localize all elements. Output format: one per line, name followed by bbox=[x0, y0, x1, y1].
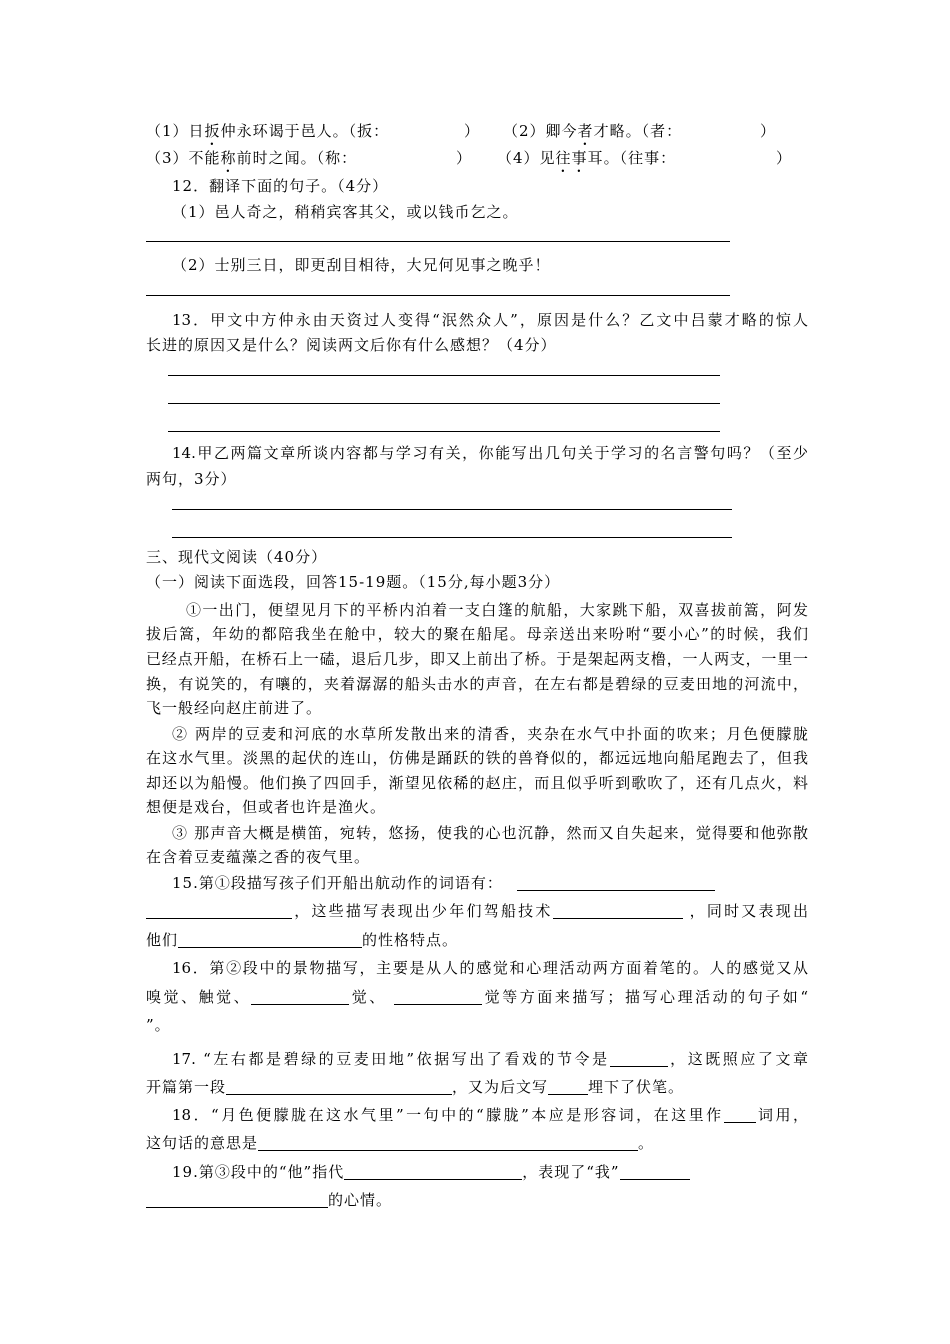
fill-blank bbox=[178, 932, 362, 948]
vocab-item-text: 仲永环谒于邑人。（扳： bbox=[220, 122, 390, 140]
passage-line: ③ 那声音大概是横笛，宛转，悠扬，使我的心也沉静，然而又自失起来，觉得要和他弥散 bbox=[172, 824, 808, 842]
vocab-item-3 bbox=[146, 148, 357, 176]
fill-blank bbox=[146, 903, 292, 919]
passage-line: 在这水气里。淡黑的起伏的连山，仿佛是踊跃的铁的兽脊似的，都远远地向船尾跑去了，但我 bbox=[146, 749, 808, 767]
question-text: 埋下了伏笔。 bbox=[588, 1078, 685, 1096]
vocab-row-1 bbox=[0, 121, 950, 141]
question-14-line-2: 两句，3分） bbox=[146, 470, 237, 488]
vocab-close-paren: ） bbox=[776, 149, 793, 167]
vocab-close-paren: ） bbox=[760, 122, 777, 140]
fill-blank bbox=[724, 1107, 756, 1123]
answer-line bbox=[146, 295, 730, 296]
question-text: 嗅觉、触觉、 bbox=[146, 988, 252, 1006]
fill-blank bbox=[548, 1079, 588, 1095]
question-text: 觉、 bbox=[349, 988, 395, 1006]
answer-line bbox=[172, 537, 732, 538]
fill-blank bbox=[226, 1079, 452, 1095]
answer-line bbox=[168, 431, 720, 432]
question-text: ，同时又表现出 bbox=[682, 902, 808, 920]
question-text: 的性格特点。 bbox=[362, 931, 459, 949]
fill-blank bbox=[620, 1164, 690, 1180]
vocab-item-text: （2）卿今 bbox=[503, 122, 578, 140]
vocab-row-2 bbox=[0, 148, 950, 168]
question-12-sentence-2: （2）士别三日，即更刮目相待，大兄何见事之晚乎！ bbox=[172, 256, 551, 274]
question-17-line-2 bbox=[146, 1077, 684, 1097]
question-19-line-2 bbox=[146, 1190, 392, 1210]
question-text: 的心情。 bbox=[328, 1191, 393, 1209]
question-15-line-1 bbox=[172, 873, 715, 893]
question-text: 。 bbox=[638, 1134, 655, 1152]
question-19-line-1 bbox=[172, 1162, 690, 1182]
vocab-item-text: （4）见 bbox=[497, 149, 556, 167]
question-text: 开篇第一段 bbox=[146, 1078, 227, 1096]
question-text: 18．“月色便朦胧在这水气里”一句中的“朦胧”本应是形容词，在这里作 bbox=[172, 1106, 724, 1124]
vocab-emphasized-char: 称 bbox=[220, 149, 237, 167]
vocab-item-1 bbox=[146, 121, 389, 149]
question-14-line-1: 14.甲乙两篇文章所谈内容都与学习有关，你能写出几句关于学习的名言警句吗？（至少 bbox=[172, 444, 808, 462]
question-17-line-1 bbox=[172, 1049, 808, 1069]
question-12-sentence-1: （1）邑人奇之，稍稍宾客其父，或以钱币乞之。 bbox=[172, 203, 519, 221]
question-18-line-1 bbox=[172, 1105, 808, 1125]
question-text: 这句话的意思是 bbox=[146, 1134, 259, 1152]
passage-line: 拔后篙，年幼的都陪我坐在舱中，较大的聚在船尾。母亲送出来吩咐“要小心”的时候，我们 bbox=[146, 625, 808, 643]
question-12-stem: 12．翻译下面的句子。（4分） bbox=[172, 177, 389, 195]
question-text: ，这既照应了文章 bbox=[667, 1050, 808, 1068]
fill-blank bbox=[553, 903, 683, 919]
vocab-emphasized-char: 扳 bbox=[204, 122, 221, 140]
answer-line bbox=[146, 241, 730, 242]
question-text: ，又为后文写 bbox=[452, 1078, 549, 1096]
vocab-item-text: 耳。（往事： bbox=[587, 149, 677, 167]
question-text: 他们 bbox=[146, 931, 179, 949]
vocab-item-text: 才略。（者： bbox=[593, 122, 683, 140]
vocab-item-2 bbox=[503, 121, 682, 149]
passage-line: 已经点开船，在桥石上一磕，退后几步，即又上前出了桥。于是架起两支橹，一人两支，一里一 bbox=[146, 650, 808, 668]
fill-blank bbox=[146, 1192, 328, 1208]
section-title: 三、现代文阅读（40分） bbox=[146, 548, 328, 566]
vocab-item-text: 前时之闻。（称： bbox=[236, 149, 358, 167]
passage-line: 飞一般经向赵庄前进了。 bbox=[146, 699, 323, 717]
section-subtitle: （一）阅读下面选段，回答15-19题。（15分,每小题3分） bbox=[146, 573, 561, 591]
question-text: 17. “左右都是碧绿的豆麦田地”依据写出了看戏的节令是 bbox=[172, 1050, 610, 1068]
passage-line: 在含着豆麦蕴藻之香的夜气里。 bbox=[146, 848, 371, 866]
passage-line: 换，有说笑的，有嚷的，夹着潺潺的船头击水的声音，在左右都是碧绿的豆麦田地的河流中， bbox=[146, 675, 808, 693]
question-text: 19.第③段中的“他”指代 bbox=[172, 1163, 345, 1181]
fill-blank bbox=[517, 875, 715, 891]
question-16-line-3: ”。 bbox=[146, 1016, 171, 1034]
vocab-emphasized-char: 往事 bbox=[555, 149, 588, 167]
passage-line: ①一出门，便望见月下的平桥内泊着一支白篷的航船，大家跳下船，双喜拔前篙，阿发 bbox=[186, 601, 808, 619]
vocab-item-4 bbox=[497, 148, 676, 176]
vocab-close-paren: ） bbox=[464, 122, 481, 140]
question-13-line-2: 长进的原因又是什么？阅读两文后你有什么感想？（4分） bbox=[146, 336, 557, 354]
question-text: 词用， bbox=[755, 1106, 808, 1124]
fill-blank bbox=[610, 1051, 668, 1067]
fill-blank bbox=[251, 989, 349, 1005]
answer-line bbox=[172, 509, 732, 510]
question-16-line-1: 16．第②段中的景物描写，主要是从人的感觉和心理活动两方面着笔的。人的感觉又从 bbox=[172, 959, 808, 977]
question-text: 觉等方面来描写；描写心理活动的句子如“ bbox=[482, 988, 808, 1006]
vocab-close-paren: ） bbox=[456, 149, 473, 167]
vocab-item-text: （3）不能 bbox=[146, 149, 221, 167]
question-13-line-1: 13．甲文中方仲永由天资过人变得“泯然众人”，原因是什么？乙文中吕蒙才略的惊人 bbox=[172, 311, 808, 329]
question-text: 15.第①段描写孩子们开船出航动作的词语有： bbox=[172, 874, 503, 892]
passage-line: ② 两岸的豆麦和河底的水草所发散出来的清香，夹杂在水气中扑面的吹来；月色便朦胧 bbox=[172, 725, 808, 743]
fill-blank bbox=[344, 1164, 522, 1180]
answer-line bbox=[168, 403, 720, 404]
vocab-item-text: （1）日 bbox=[146, 122, 205, 140]
question-18-line-2 bbox=[146, 1133, 654, 1153]
passage-line: 想便是戏台，但或者也许是渔火。 bbox=[146, 798, 387, 816]
question-15-line-2 bbox=[146, 901, 808, 921]
fill-blank bbox=[394, 989, 482, 1005]
answer-line bbox=[168, 375, 720, 376]
passage-line: 却还以为船慢。他们换了四回手，渐望见依稀的赵庄，而且似乎听到歌吹了，还有几点火，料 bbox=[146, 774, 808, 792]
fill-blank bbox=[258, 1135, 638, 1151]
question-text: ，这些描写表现出少年们驾船技术 bbox=[292, 902, 553, 920]
question-15-line-3 bbox=[146, 930, 458, 950]
question-16-line-2 bbox=[146, 987, 808, 1007]
vocab-emphasized-char: 者 bbox=[577, 122, 594, 140]
question-text: ，表现了“我” bbox=[522, 1163, 620, 1181]
